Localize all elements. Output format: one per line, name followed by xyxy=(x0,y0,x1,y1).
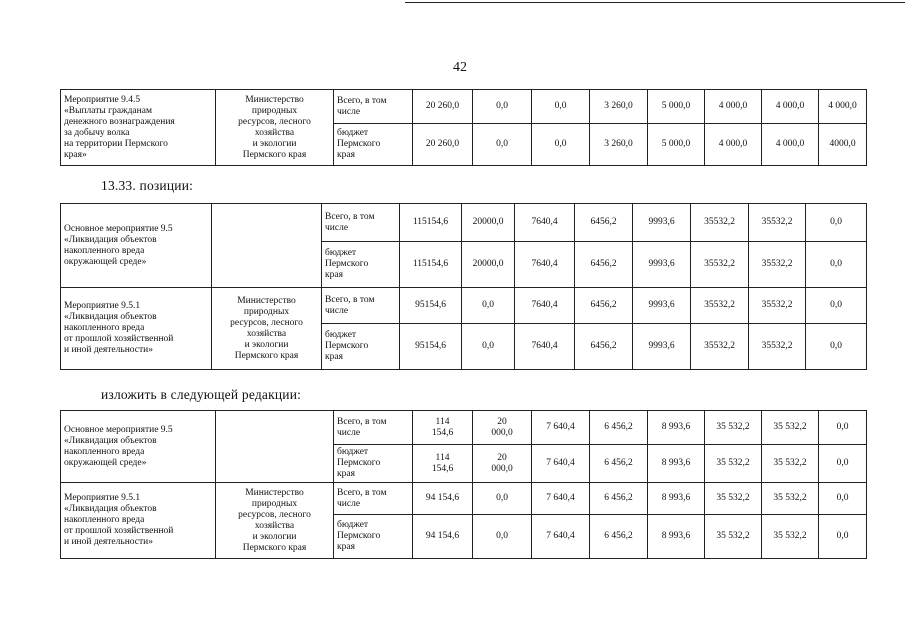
amount-cell: 0,0 xyxy=(473,124,532,166)
amount-cell: 9993,6 xyxy=(633,288,691,324)
amount-cell: 35532,2 xyxy=(749,242,806,288)
amount-cell: 4 000,0 xyxy=(705,90,762,124)
amount-cell: 7640,4 xyxy=(515,242,575,288)
amount-cell: 114 154,6 xyxy=(413,445,473,483)
activity-name-cell: Основное мероприятие 9.5 «Ликвидация объектов накопленного вреда окружающей среде» xyxy=(61,204,212,288)
amount-cell: 6456,2 xyxy=(575,324,633,370)
table-row xyxy=(61,483,867,515)
amount-cell: 20000,0 xyxy=(462,242,515,288)
amount-cell: 20000,0 xyxy=(462,204,515,242)
amount-cell: 4 000,0 xyxy=(762,90,819,124)
amount-cell: 35 532,2 xyxy=(705,445,762,483)
funding-source-cell: Всего, в том числе xyxy=(334,90,413,124)
amount-cell: 0,0 xyxy=(806,242,867,288)
amount-cell: 20 000,0 xyxy=(473,445,532,483)
amount-cell: 20 260,0 xyxy=(413,90,473,124)
section-heading-new-version: изложить в следующей редакции: xyxy=(101,387,302,402)
amount-cell: 0,0 xyxy=(462,288,515,324)
section-heading-positions: 13.33. позиции: xyxy=(101,178,194,193)
amount-cell: 20 260,0 xyxy=(413,124,473,166)
amount-cell: 35 532,2 xyxy=(705,483,762,515)
activity-name-cell: Мероприятие 9.5.1 «Ликвидация объектов накопленного вреда от прошлой хозяйственной и иной деятельности» xyxy=(61,288,212,370)
amount-cell: 5 000,0 xyxy=(648,124,705,166)
funding-source-cell: Всего, в том числе xyxy=(322,204,400,242)
amount-cell: 35532,2 xyxy=(691,324,749,370)
amount-cell: 20 000,0 xyxy=(473,411,532,445)
amount-cell: 0,0 xyxy=(819,515,867,559)
amount-cell: 9993,6 xyxy=(633,242,691,288)
responsible-executor-cell xyxy=(216,411,334,483)
table-row xyxy=(61,90,867,124)
amount-cell: 35 532,2 xyxy=(762,411,819,445)
amount-cell: 35 532,2 xyxy=(762,483,819,515)
amount-cell: 6 456,2 xyxy=(590,515,648,559)
amount-cell: 0,0 xyxy=(473,483,532,515)
amount-cell: 7640,4 xyxy=(515,204,575,242)
responsible-executor-cell: Министерство природных ресурсов, лесного хозяйства и экологии Пермского края xyxy=(216,90,334,166)
amount-cell: 6456,2 xyxy=(575,288,633,324)
amount-cell: 6 456,2 xyxy=(590,483,648,515)
amount-cell: 7640,4 xyxy=(515,288,575,324)
table-row xyxy=(61,204,867,242)
amount-cell: 0,0 xyxy=(819,483,867,515)
responsible-executor-cell: Министерство природных ресурсов, лесного хозяйства и экологии Пермского края xyxy=(212,288,322,370)
amount-cell: 6456,2 xyxy=(575,242,633,288)
responsible-executor-cell: Министерство природных ресурсов, лесного хозяйства и экологии Пермского края xyxy=(216,483,334,559)
amount-cell: 8 993,6 xyxy=(648,515,705,559)
amount-cell: 4 000,0 xyxy=(762,124,819,166)
amount-cell: 35532,2 xyxy=(691,204,749,242)
amount-cell: 0,0 xyxy=(462,324,515,370)
amount-cell: 9993,6 xyxy=(633,324,691,370)
funding-source-cell: бюджет Пермского края xyxy=(334,445,413,483)
amount-cell: 94 154,6 xyxy=(413,483,473,515)
page-number: 42 xyxy=(453,60,467,75)
amount-cell: 94 154,6 xyxy=(413,515,473,559)
table-row xyxy=(61,288,867,324)
amount-cell: 7 640,4 xyxy=(532,445,590,483)
amount-cell: 35532,2 xyxy=(749,288,806,324)
new-positions-table xyxy=(60,410,867,559)
amount-cell: 35532,2 xyxy=(691,288,749,324)
amount-cell: 4 000,0 xyxy=(705,124,762,166)
activity-name-cell: Основное мероприятие 9.5 «Ликвидация объектов накопленного вреда окружающей среде» xyxy=(61,411,216,483)
program-table-9-4-5 xyxy=(60,89,867,166)
amount-cell: 0,0 xyxy=(473,515,532,559)
amount-cell: 4000,0 xyxy=(819,124,867,166)
amount-cell: 8 993,6 xyxy=(648,411,705,445)
funding-source-cell: Всего, в том числе xyxy=(334,411,413,445)
amount-cell: 0,0 xyxy=(806,288,867,324)
amount-cell: 35 532,2 xyxy=(705,515,762,559)
amount-cell: 7 640,4 xyxy=(532,483,590,515)
funding-source-cell: Всего, в том числе xyxy=(334,483,413,515)
amount-cell: 0,0 xyxy=(819,445,867,483)
amount-cell: 115154,6 xyxy=(400,204,462,242)
amount-cell: 7640,4 xyxy=(515,324,575,370)
funding-source-cell: Всего, в том числе xyxy=(322,288,400,324)
amount-cell: 35 532,2 xyxy=(762,445,819,483)
top-border-line xyxy=(405,2,905,3)
amount-cell: 7 640,4 xyxy=(532,411,590,445)
amount-cell: 8 993,6 xyxy=(648,445,705,483)
activity-name-cell: Мероприятие 9.5.1 «Ликвидация объектов накопленного вреда от прошлой хозяйственной и иной деятельности» xyxy=(61,483,216,559)
amount-cell: 6 456,2 xyxy=(590,445,648,483)
amount-cell: 8 993,6 xyxy=(648,483,705,515)
activity-name-cell: Мероприятие 9.4.5 «Выплаты гражданам денежного вознаграждения за добычу волка на территории Пермского края» xyxy=(61,90,216,166)
funding-source-cell: бюджет Пермского края xyxy=(334,515,413,559)
amount-cell: 6 456,2 xyxy=(590,411,648,445)
amount-cell: 0,0 xyxy=(806,204,867,242)
amount-cell: 35 532,2 xyxy=(705,411,762,445)
amount-cell: 115154,6 xyxy=(400,242,462,288)
amount-cell: 0,0 xyxy=(473,90,532,124)
responsible-executor-cell xyxy=(212,204,322,288)
amount-cell: 95154,6 xyxy=(400,324,462,370)
funding-source-cell: бюджет Пермского края xyxy=(322,324,400,370)
amount-cell: 4 000,0 xyxy=(819,90,867,124)
amount-cell: 3 260,0 xyxy=(590,124,648,166)
amount-cell: 0,0 xyxy=(806,324,867,370)
amount-cell: 114 154,6 xyxy=(413,411,473,445)
table-row xyxy=(61,411,867,445)
amount-cell: 3 260,0 xyxy=(590,90,648,124)
amount-cell: 5 000,0 xyxy=(648,90,705,124)
amount-cell: 35 532,2 xyxy=(762,515,819,559)
amount-cell: 7 640,4 xyxy=(532,515,590,559)
amount-cell: 35532,2 xyxy=(749,204,806,242)
amount-cell: 0,0 xyxy=(819,411,867,445)
amount-cell: 35532,2 xyxy=(749,324,806,370)
amount-cell: 0,0 xyxy=(532,124,590,166)
old-positions-table xyxy=(60,203,867,370)
amount-cell: 9993,6 xyxy=(633,204,691,242)
amount-cell: 6456,2 xyxy=(575,204,633,242)
funding-source-cell: бюджет Пермского края xyxy=(322,242,400,288)
amount-cell: 35532,2 xyxy=(691,242,749,288)
amount-cell: 95154,6 xyxy=(400,288,462,324)
funding-source-cell: бюджет Пермского края xyxy=(334,124,413,166)
amount-cell: 0,0 xyxy=(532,90,590,124)
